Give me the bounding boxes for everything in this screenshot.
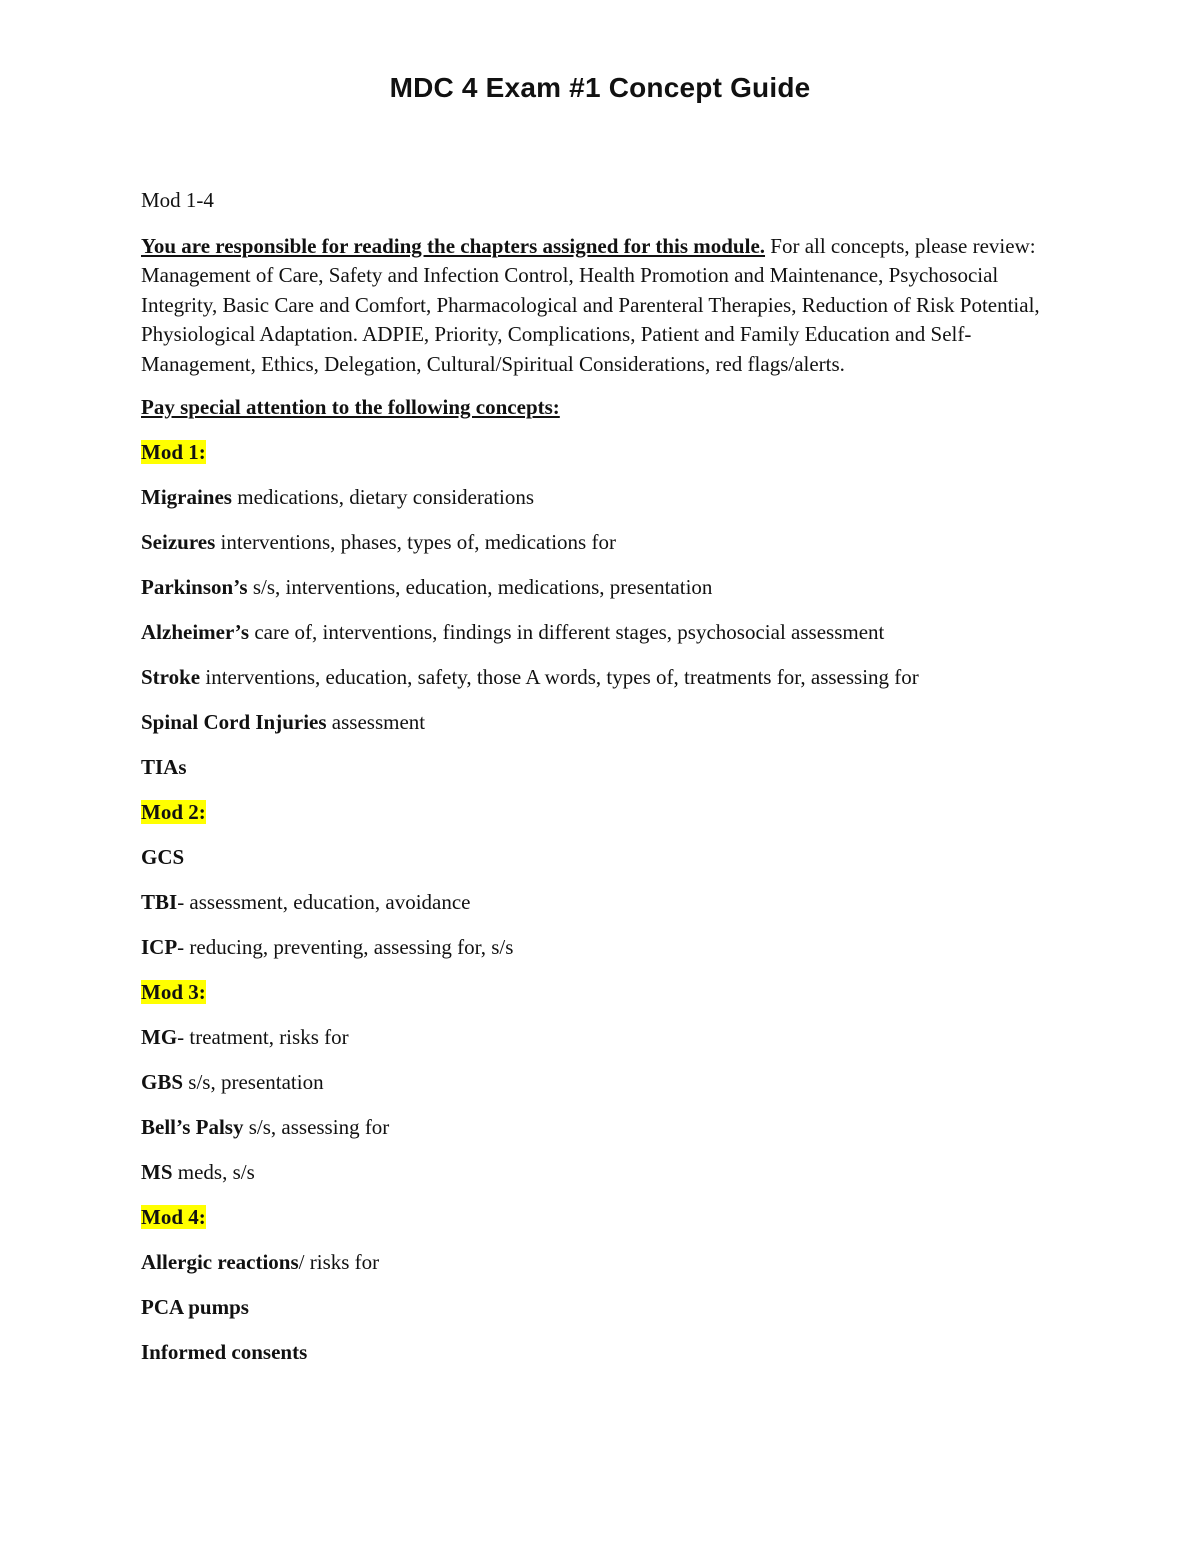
- concept-term: TIAs: [141, 754, 187, 779]
- concept-term: Allergic reactions: [141, 1249, 299, 1274]
- concept-detail: - reducing, preventing, assessing for, s/s: [177, 934, 514, 959]
- concept-term: Parkinson’s: [141, 574, 248, 599]
- attention-heading: Pay special attention to the following concepts:: [141, 395, 560, 419]
- concept-detail: - assessment, education, avoidance: [177, 889, 471, 914]
- concept-item: [141, 1158, 1051, 1188]
- concept-item: [141, 933, 1051, 963]
- concept-term: Migraines: [141, 484, 232, 509]
- concept-term: GBS: [141, 1069, 184, 1094]
- concept-item: [141, 753, 1051, 783]
- concept-item: [141, 1338, 1051, 1368]
- concept-item: [141, 708, 1051, 738]
- intro-paragraph: [141, 232, 1051, 380]
- intro-lead: You are responsible for reading the chapters assigned for this module.: [141, 233, 766, 258]
- concept-term: MS: [141, 1159, 173, 1184]
- concept-term: Stroke: [141, 664, 201, 689]
- concept-item: [141, 1113, 1051, 1143]
- concept-term: Spinal Cord Injuries: [141, 709, 327, 734]
- page-title: MDC 4 Exam #1 Concept Guide: [389, 72, 811, 103]
- concept-detail: care of, interventions, findings in different stages, psychosocial assessment: [249, 619, 885, 644]
- intro-body: For all concepts, please review: Management of Care, Safety and Infection Control, Health Promotion and Maintenance, Psychosocial Integrity, Basic Care and Comfort, Pharmacological and Parenteral Therapies, Reduction of Risk Potential, Physiological Adaptation. ADPIE, Priority, Complications, Patient and Family Education and Self-Management, Ethics, Delegation, Cultural/Spiritual Considerations, red flags/alerts.: [141, 233, 1040, 376]
- concept-detail: interventions, phases, types of, medications for: [215, 529, 616, 554]
- document-body: [141, 186, 1051, 1383]
- concept-detail: medications, dietary considerations: [231, 484, 535, 509]
- concept-item: [141, 1248, 1051, 1278]
- concept-item: [141, 888, 1051, 918]
- concept-item: [141, 618, 1051, 648]
- concept-detail: s/s, interventions, education, medications, presentation: [247, 574, 713, 599]
- concept-detail: assessment: [326, 709, 426, 734]
- concept-detail: / risks for: [298, 1249, 380, 1274]
- concept-term: MG: [141, 1024, 178, 1049]
- concept-term: Seizures: [141, 529, 216, 554]
- concept-item: [141, 663, 1051, 693]
- concept-term: Informed consents: [141, 1339, 308, 1364]
- concept-item: [141, 1068, 1051, 1098]
- concept-term: TBI: [141, 889, 178, 914]
- concept-detail: - treatment, risks for: [177, 1024, 349, 1049]
- module-heading-3: Mod 3:: [141, 979, 206, 1004]
- concept-term: Bell’s Palsy: [141, 1114, 244, 1139]
- concept-detail: s/s, presentation: [183, 1069, 324, 1094]
- concept-item: [141, 573, 1051, 603]
- concept-detail: meds, s/s: [172, 1159, 255, 1184]
- concept-term: Alzheimer’s: [141, 619, 250, 644]
- concept-detail: interventions, education, safety, those A words, types of, treatments for, assessing for: [200, 664, 919, 689]
- concept-detail: s/s, assessing for: [243, 1114, 390, 1139]
- concept-item: [141, 483, 1051, 513]
- module-heading-2: Mod 2:: [141, 799, 206, 824]
- concept-item: [141, 528, 1051, 558]
- concept-item: [141, 1293, 1051, 1323]
- concept-term: GCS: [141, 844, 185, 869]
- module-range: Mod 1-4: [141, 188, 214, 212]
- concept-item: [141, 1023, 1051, 1053]
- concept-item: [141, 843, 1051, 873]
- concept-term: PCA pumps: [141, 1294, 249, 1319]
- module-heading-4: Mod 4:: [141, 1204, 206, 1229]
- concept-term: ICP: [141, 934, 178, 959]
- module-heading-1: Mod 1:: [141, 439, 206, 464]
